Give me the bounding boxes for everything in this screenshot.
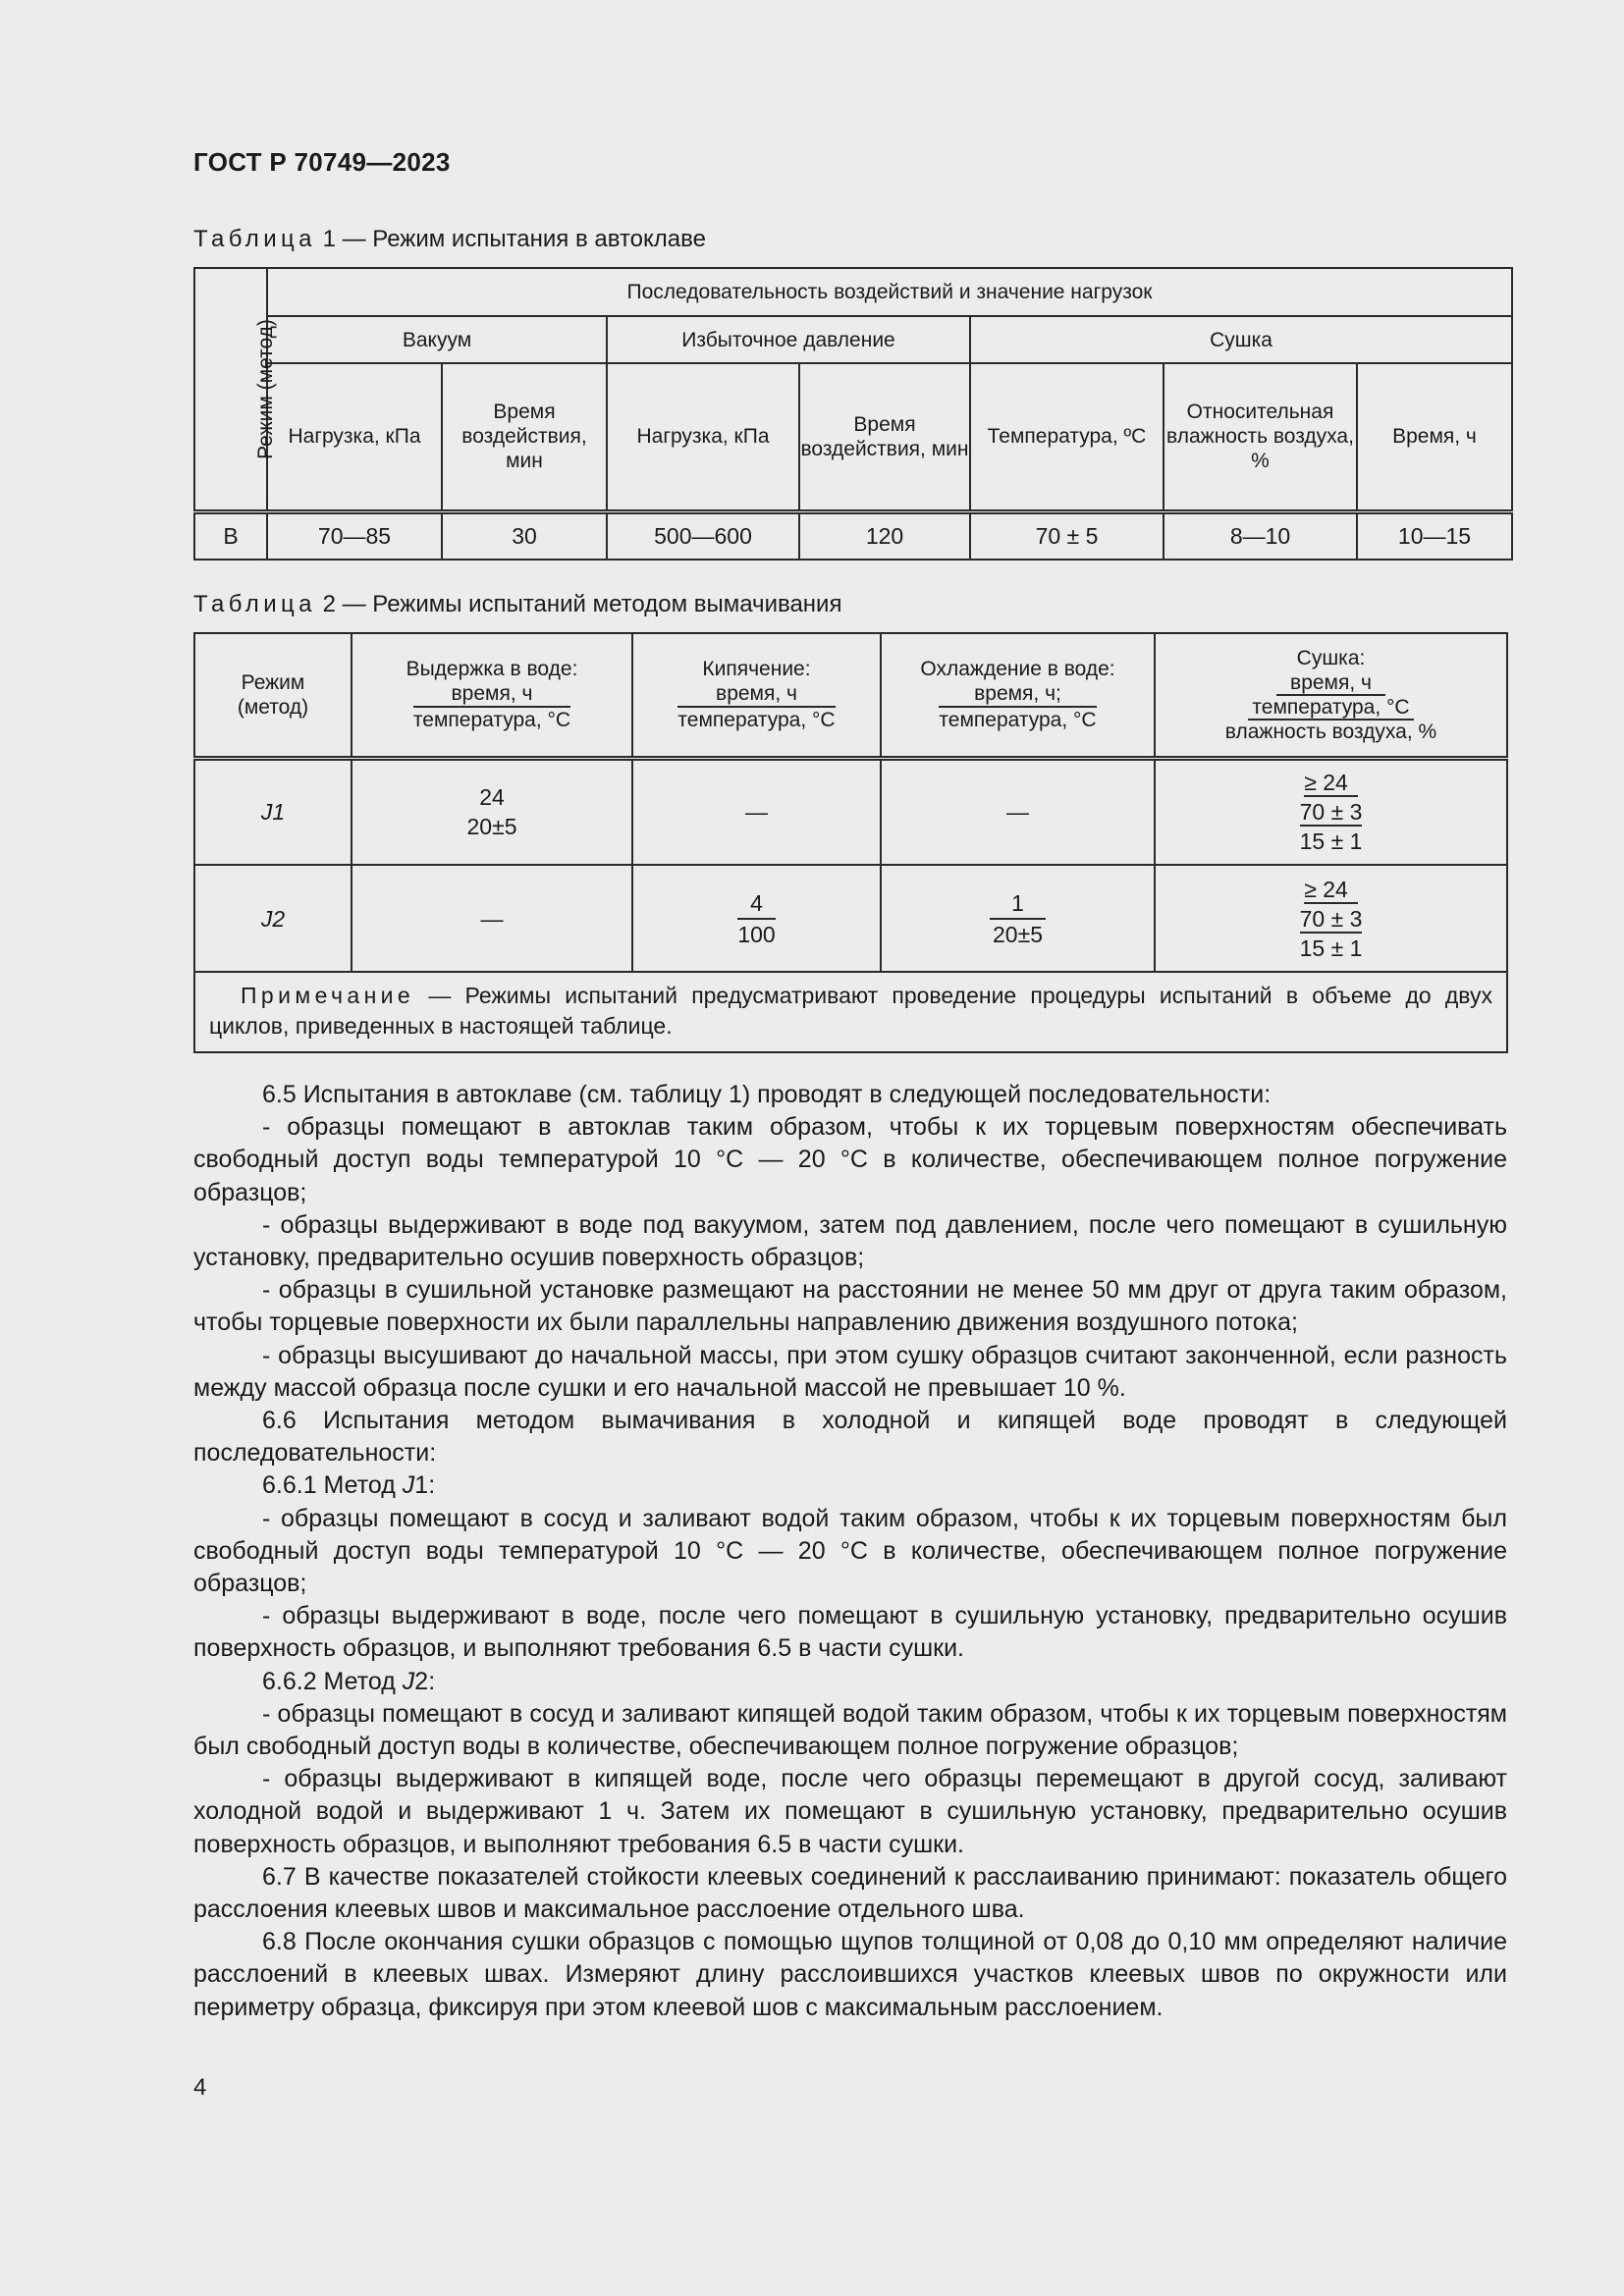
- list-item: - образцы выдерживают в воде под вакуумом, затем под давлением, после чего помещают в сушильную установку, предварительно осушив поверхность образцов;: [193, 1210, 1507, 1272]
- table1-cell: 500—600: [607, 511, 799, 560]
- table2-header-soak-den: температура, °С: [412, 709, 571, 732]
- table2-header-mode-line1: Режим: [241, 670, 305, 694]
- table2-row-j2-method: J2: [194, 865, 352, 972]
- table1-sequence-header: Последовательность воздействий и значение нагрузок: [267, 268, 1512, 316]
- table2-header-cool: [881, 633, 1155, 758]
- list-item: - образцы выдерживают в воде, после чего помещают в сушильную установку, предварительно осушив поверхность образцов, и выполняют требования 6.5 в части сушки.: [193, 1602, 1507, 1663]
- table1-group-drying: Сушка: [970, 316, 1512, 363]
- table1-caption-text: 1 — Режим испытания в автоклаве: [315, 226, 706, 252]
- table1: [193, 267, 1513, 561]
- table2-row-j2-cool: $\frac{1}{20\pm 5}$: [881, 865, 1155, 972]
- table1-mode-header: Режим (метод): [253, 318, 277, 459]
- paragraph-6-8: 6.8 После окончания сушки образцов с помощью щупов толщиной от 0,08 до 0,10 мм определяют наличие расслоений в клеевых швах. Измеряют длину расслоившихся участков клеевых швов по окружности или периметру образца, фиксируя при этом клеевой шов с максимальным расслоением.: [193, 1928, 1507, 2021]
- table2-header-mode: [194, 633, 352, 758]
- table1-group-pressure: Избыточное давление: [607, 316, 970, 363]
- table2-note-text: — Режимы испытаний предусматривают проведение процедуры испытаний в объеме до двух циклов, приведенных в настоящей таблице.: [209, 983, 1492, 1039]
- table2-header-soak-title: Выдержка в воде:: [406, 658, 578, 681]
- table1-col-header: Температура, ºС: [970, 363, 1164, 511]
- table2-row-j2-soak: —: [352, 865, 632, 972]
- table1-col-header: Время воздействия, мин: [799, 363, 970, 511]
- table2: [193, 632, 1508, 1053]
- table2-row-j1-boil: —: [632, 758, 881, 865]
- table2-row-j1-method: J1: [194, 758, 352, 865]
- table2-note-prefix: Примечание: [241, 983, 415, 1008]
- table1-cell: 70 ± 5: [970, 511, 1164, 560]
- table1-col-header: Нагрузка, кПа: [267, 363, 442, 511]
- table1-col-header: Время, ч: [1357, 363, 1512, 511]
- table2-header-dry: [1155, 633, 1507, 758]
- table2-header-dry-1: время, ч: [1225, 670, 1436, 695]
- table2-header-mode-line2: (метод): [237, 695, 309, 719]
- table1-caption-prefix: Таблица: [193, 226, 316, 252]
- list-item: - образцы помещают в автоклав таким образом, чтобы к их торцевым поверхностям обеспечивать свободный доступ воды температурой 10 °С — 20 °С в количестве, обеспечивающем полное погружение образцов;: [193, 1113, 1507, 1206]
- paragraph-6-6-2: 6.6.2 Метод J2:: [262, 1667, 436, 1695]
- table2-row-j1-dry: ≥ 24 70 ± 3 15 ± 1: [1155, 758, 1507, 865]
- table2-caption-text: 2 — Режимы испытаний методом вымачивания: [315, 591, 842, 617]
- table2-note: [194, 972, 1507, 1052]
- table2-header-boil-den: температура, °С: [677, 709, 836, 732]
- table1-group-vacuum: Вакуум: [267, 316, 607, 363]
- table2-header-cool-den: температура, °С: [939, 709, 1097, 732]
- table2-header-soak: [352, 633, 632, 758]
- table1-col-header: Нагрузка, кПа: [607, 363, 799, 511]
- table2-header-boil: [632, 633, 881, 758]
- paragraph-6-6: 6.6 Испытания методом вымачивания в холодной и кипящей воде проводят в следующей последовательности:: [193, 1407, 1507, 1468]
- table2-row-j1-soak: 24 20±5: [352, 758, 632, 865]
- paragraph-6-7: 6.7 В качестве показателей стойкости клеевых соединений к расслаиванию принимают: показатель общего расслоения клеевых швов и максимальное расслоение отдельного шва.: [193, 1862, 1507, 1924]
- list-item: - образцы помещают в сосуд и заливают кипящей водой таким образом, чтобы к их торцевым поверхностям был свободный доступ воды в количестве, обеспечивающем полное погружение образцов;: [193, 1699, 1507, 1761]
- table1-cell: 30: [442, 511, 607, 560]
- list-item: - образцы помещают в сосуд и заливают водой таким образом, чтобы к их торцевым поверхностям был свободный доступ воды температурой 10 °С — 20 °С в количестве, обеспечивающем полное погружение образцов;: [193, 1504, 1507, 1598]
- document-header: ГОСТ Р 70749—2023: [193, 147, 451, 177]
- table1-cell: 70—85: [267, 511, 442, 560]
- table1-cell: 10—15: [1357, 511, 1512, 560]
- table1-cell: 8—10: [1164, 511, 1357, 560]
- list-item: - образцы в сушильной установке размещают на расстоянии не менее 50 мм друг от друга таким образом, чтобы торцевые поверхности их были параллельны направлению движения воздушного потока;: [193, 1276, 1507, 1337]
- table1-col-header: Относительная влажность воздуха, %: [1164, 363, 1357, 511]
- table1-cell: В: [194, 511, 267, 560]
- table2-header-dry-2: температура, °С: [1225, 695, 1436, 720]
- table2-caption-prefix: Таблица: [193, 591, 316, 617]
- table2-header-boil-num: время, ч: [677, 681, 835, 708]
- body-text: [193, 1079, 1507, 2024]
- table2-row-j2-boil: $\frac{4}{100}$: [632, 865, 881, 972]
- table2-header-cool-num: время, ч;: [939, 681, 1096, 708]
- paragraph-6-6-1: 6.6.1 Метод J1:: [262, 1471, 436, 1500]
- paragraph-6-5: 6.5 Испытания в автоклаве (см. таблицу 1) проводят в следующей последовательности:: [262, 1081, 1272, 1108]
- list-item: - образцы выдерживают в кипящей воде, после чего образцы перемещают в другой сосуд, заливают холодной водой и выдерживают 1 ч. Затем их помещают в сушильную установку, предварительно осушив поверхность образцов, и выполняют требования 6.5 в части сушки.: [193, 1765, 1507, 1858]
- table1-cell: 120: [799, 511, 970, 560]
- table2-header-soak-num: время, ч: [413, 681, 570, 708]
- table2-row-j2-dry: ≥ 24 70 ± 3 15 ± 1: [1155, 865, 1507, 972]
- table2-header-dry-title: Сушка:: [1296, 646, 1366, 669]
- table1-caption: [193, 226, 706, 253]
- page-number: 4: [193, 2074, 207, 2101]
- list-item: - образцы высушивают до начальной массы, при этом сушку образцов считают законченной, если разность между массой образца после сушки и его начальной массой не превышает 10 %.: [193, 1341, 1507, 1402]
- table2-row-j1-cool: —: [881, 758, 1155, 865]
- table2-header-dry-3: влажность воздуха, %: [1224, 720, 1437, 743]
- table2-header-cool-title: Охлаждение в воде:: [920, 658, 1115, 681]
- table1-col-header: Время воздействия, мин: [442, 363, 607, 511]
- table2-header-boil-title: Кипячение:: [702, 658, 811, 681]
- table1-mode-header-cell: [194, 268, 277, 511]
- table2-caption: [193, 591, 841, 618]
